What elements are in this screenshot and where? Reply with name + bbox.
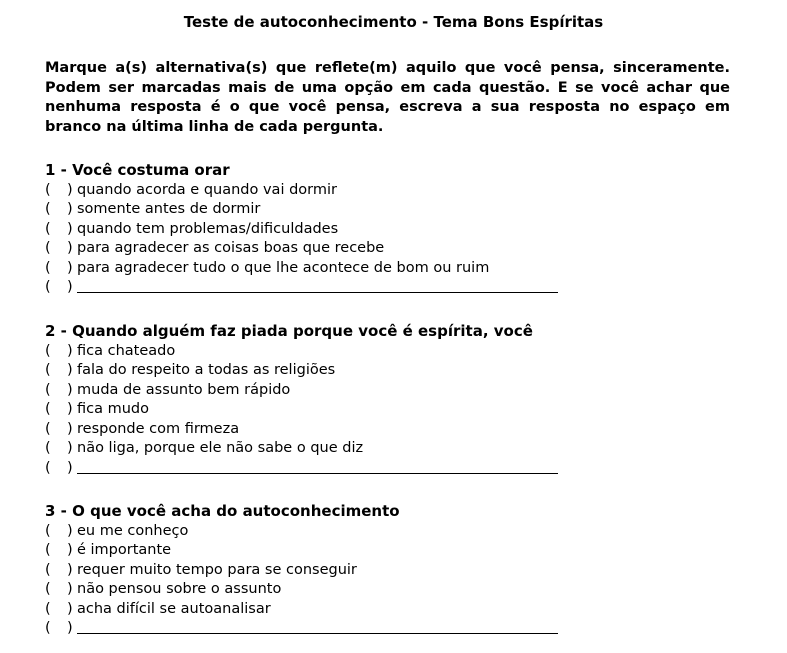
question-title: 3 - O que você acha do autoconhecimento <box>45 502 400 520</box>
option-label: eu me conheço <box>77 522 189 539</box>
paren-open: ( <box>45 181 51 198</box>
paren-open: ( <box>45 600 51 617</box>
write-in-blank-line[interactable] <box>77 633 558 634</box>
option-label: fica chateado <box>77 342 176 359</box>
paren-close: ) <box>67 522 73 539</box>
option-label: fica mudo <box>77 401 149 417</box>
paren-open: ( <box>45 259 51 276</box>
option-label: fala do respeito a todas as religiões <box>77 362 336 378</box>
paren-open: ( <box>45 459 51 476</box>
paren-open: ( <box>45 581 51 597</box>
paren-close: ) <box>67 581 73 597</box>
paren-close: ) <box>67 381 73 398</box>
option-checkbox[interactable] <box>45 239 745 259</box>
option-checkbox[interactable] <box>45 381 745 401</box>
option-label: para agradecer tudo o que lhe acontece de bom ou ruim <box>77 259 490 276</box>
option-checkbox[interactable] <box>45 181 745 201</box>
option-checkbox[interactable] <box>45 361 745 381</box>
option-checkbox[interactable] <box>45 439 745 459</box>
paren-close: ) <box>67 362 73 378</box>
paren-close: ) <box>67 600 73 617</box>
write-in-blank-line[interactable] <box>77 473 558 474</box>
paren-open: ( <box>45 440 51 456</box>
question-3 <box>45 502 745 639</box>
paren-open: ( <box>45 342 51 359</box>
paren-close: ) <box>67 440 73 456</box>
paren-close: ) <box>67 620 73 636</box>
paren-close: ) <box>67 542 73 558</box>
question-2 <box>45 322 745 478</box>
paren-close: ) <box>67 561 73 578</box>
paren-open: ( <box>45 420 51 437</box>
document-title: Teste de autoconhecimento - Tema Bons Espíritas <box>183 13 604 31</box>
paren-close: ) <box>67 259 73 276</box>
option-checkbox[interactable] <box>45 600 745 620</box>
option-checkbox[interactable] <box>45 200 745 220</box>
instructions-paragraph: Marque a(s) alternativa(s) que reflete(m) aquilo que você pensa, sinceramente. Podem ser marcadas mais de uma opção em cada questão. E se você achar que nenhuma resposta é o que você pensa, escreva a sua resposta no espaço em branco na última linha de cada pergunta. <box>45 60 730 135</box>
paren-open: ( <box>45 240 51 256</box>
option-label: muda de assunto bem rápido <box>77 381 291 398</box>
paren-close: ) <box>67 459 73 476</box>
paren-close: ) <box>67 420 73 437</box>
paren-close: ) <box>67 240 73 256</box>
option-checkbox[interactable] <box>45 541 745 561</box>
option-label: quando acorda e quando vai dormir <box>77 181 337 198</box>
paren-close: ) <box>67 220 73 237</box>
paren-close: ) <box>67 279 73 295</box>
option-label: responde com firmeza <box>77 420 240 437</box>
option-label: não pensou sobre o assunto <box>77 581 282 597</box>
paren-close: ) <box>67 181 73 198</box>
option-label: somente antes de dormir <box>77 201 261 217</box>
option-checkbox[interactable] <box>45 342 745 362</box>
option-label: para agradecer as coisas boas que recebe <box>77 240 385 256</box>
option-checkbox[interactable] <box>45 400 745 420</box>
question-1 <box>45 161 745 298</box>
paren-close: ) <box>67 342 73 359</box>
write-in-blank-line[interactable] <box>77 292 558 293</box>
question-title: 2 - Quando alguém faz piada porque você é espírita, você <box>45 322 533 340</box>
paren-close: ) <box>67 201 73 217</box>
option-label: é importante <box>77 542 172 558</box>
option-checkbox[interactable] <box>45 580 745 600</box>
option-label: acha difícil se autoanalisar <box>77 600 271 617</box>
option-label: requer muito tempo para se conseguir <box>77 561 357 578</box>
paren-open: ( <box>45 362 51 378</box>
write-in-option[interactable] <box>45 619 745 639</box>
option-checkbox[interactable] <box>45 259 745 279</box>
paren-open: ( <box>45 381 51 398</box>
write-in-option[interactable] <box>45 459 745 479</box>
option-checkbox[interactable] <box>45 220 745 240</box>
option-checkbox[interactable] <box>45 522 745 542</box>
option-label: quando tem problemas/dificuldades <box>77 220 339 237</box>
paren-open: ( <box>45 620 51 636</box>
paren-open: ( <box>45 522 51 539</box>
paren-close: ) <box>67 401 73 417</box>
paren-open: ( <box>45 401 51 417</box>
paren-open: ( <box>45 542 51 558</box>
paren-open: ( <box>45 561 51 578</box>
option-checkbox[interactable] <box>45 420 745 440</box>
option-label: não liga, porque ele não sabe o que diz <box>77 440 364 456</box>
option-checkbox[interactable] <box>45 561 745 581</box>
question-title: 1 - Você costuma orar <box>45 161 230 179</box>
write-in-option[interactable] <box>45 278 745 298</box>
paren-open: ( <box>45 279 51 295</box>
paren-open: ( <box>45 201 51 217</box>
paren-open: ( <box>45 220 51 237</box>
